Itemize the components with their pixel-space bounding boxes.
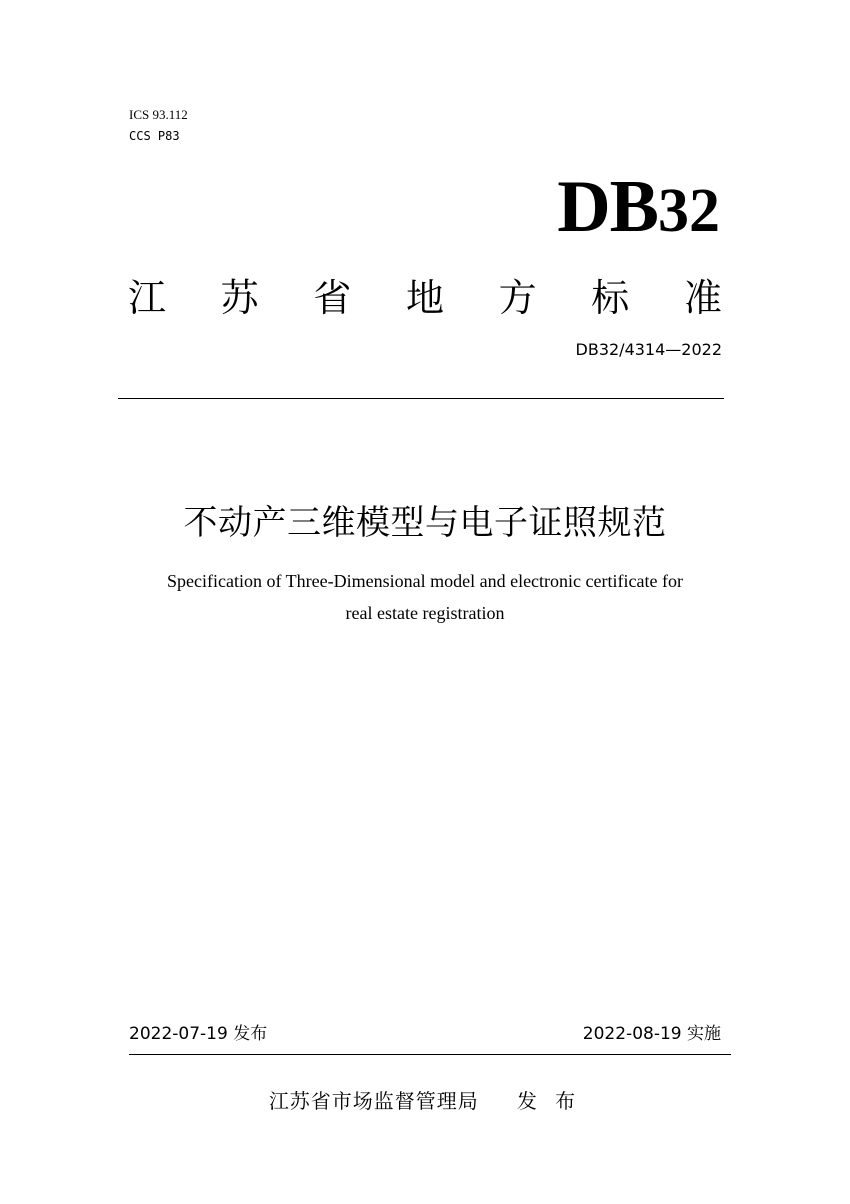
title-english-line2: real estate registration <box>345 603 505 623</box>
standard-type-char: 标 <box>591 275 630 320</box>
issuer-name: 江苏省市场监督管理局 <box>268 1089 479 1113</box>
top-divider <box>118 398 724 399</box>
title-english <box>0 565 850 629</box>
effective-date: 2022-08-19 实施 <box>582 1024 721 1044</box>
standard-type-char: 地 <box>405 275 444 320</box>
title-chinese: 不动产三维模型与电子证照规范 <box>183 503 667 543</box>
issuer-line <box>0 1088 850 1114</box>
standard-type-char: 苏 <box>220 275 259 320</box>
standard-type-char: 省 <box>313 275 352 320</box>
title-english-line1: Specification of Three-Dimensional model and electronic certificate for <box>167 571 683 591</box>
standard-type-char: 方 <box>498 275 537 320</box>
bottom-divider <box>129 1054 731 1055</box>
ics-code: ICS 93.112 <box>129 107 188 122</box>
issue-date: 2022-07-19 发布 <box>129 1024 268 1044</box>
issuer-action: 发 布 <box>516 1089 582 1113</box>
db-logo-letters: DB <box>557 166 658 248</box>
standard-type-heading <box>128 270 722 318</box>
standard-type-char: 江 <box>128 275 167 320</box>
db-logo-digits: 32 <box>658 177 720 245</box>
ccs-code: CCS P83 <box>129 129 180 143</box>
db32-logo <box>557 166 720 248</box>
standard-type-char: 准 <box>683 275 722 320</box>
standard-number: DB32/4314—2022 <box>575 340 722 359</box>
